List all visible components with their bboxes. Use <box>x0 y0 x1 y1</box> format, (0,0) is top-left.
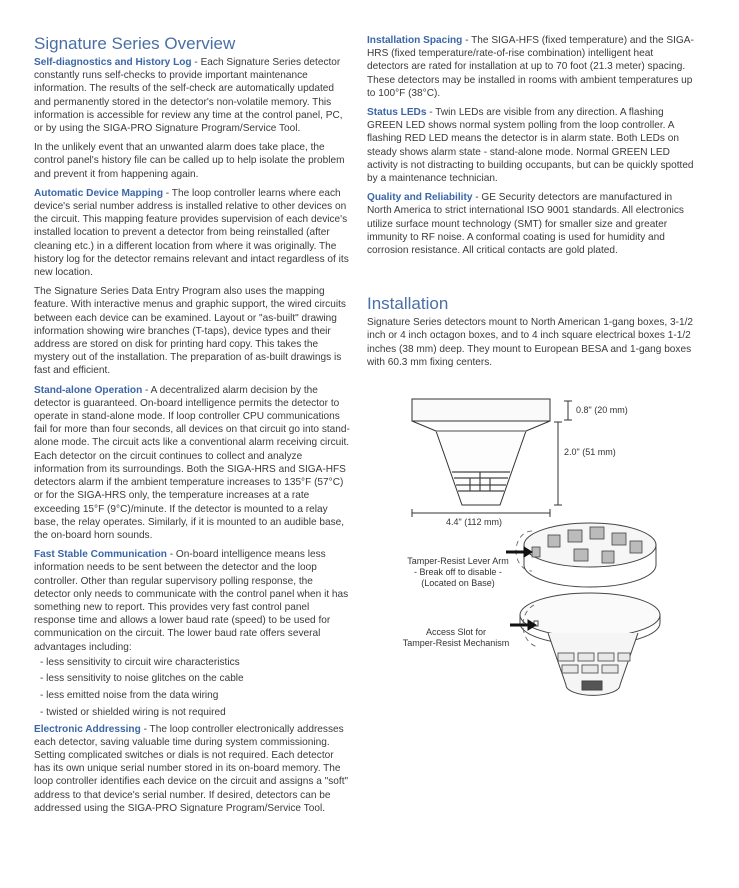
list-item: - less sensitivity to circuit wire characteristics <box>40 656 240 668</box>
dim-label-body-height: 2.0" (51 mm) <box>564 447 616 457</box>
list-item: - less emitted noise from the data wiring <box>40 690 219 702</box>
section-installation-spacing <box>367 34 697 100</box>
list-item: - less sensitivity to noise glitches on the cable <box>40 673 244 685</box>
section-body: - On-board intelligence means less information needs to be sent between the detector and the loop controller. Other than regular supervisory polling response, the detector only needs to communicate with the control panel when it has something new to report. This provides very fast control panel response time and allows a lower baud rate (speed) to be used for communication on the circuit. The lower baud rate offers several advantages including: <box>34 549 349 653</box>
callout-line: - Break off to disable - <box>414 567 502 577</box>
section-lead: Installation Spacing <box>367 35 463 46</box>
callout-access-slot <box>398 627 514 649</box>
list-item: - twisted or shielded wiring is not required <box>40 706 226 718</box>
section-lead: Self-diagnostics and History Log <box>34 57 192 68</box>
dim-label-width: 4.4" (112 mm) <box>446 517 503 527</box>
section-fast-communication <box>34 548 352 654</box>
overview-title: Signature Series Overview <box>34 34 236 53</box>
dim-label-base-height: 0.8" (20 mm) <box>576 405 628 415</box>
section-unwanted-alarm <box>34 141 352 181</box>
callout-lever-arm <box>398 556 518 589</box>
callout-line: Tamper-Resist Lever Arm <box>407 556 509 566</box>
section-body: - Each Signature Series detector constantly runs self-checks to provide important maintenance information. The results of the self-check are automatically updated and permanently stored in the detector's non-volatile memory. This information is accessible for review any time at the control panel, PC, or by using the SIGA-PRO Signature Program/Service Tool. <box>34 57 343 135</box>
section-body: - The loop controller learns where each device's serial number address is installed relative to other devices on the circuit. This mapping feature provides supervision of each device's installed location to prevent a detector from being reinstalled (after cleaning etc.) in a different location from where it was originally. The history log for the detector remains relevant and intact regardless of its new location. <box>34 187 349 279</box>
advantages-list <box>34 656 352 719</box>
section-body: - GE Security detectors are manufactured in North America to strict international ISO 9001 standards. All electronics utilize surface mount technology (SMT) for smaller size and greater immunity to RF noise. A conformal coating is used for humidity and corrosion resistance. All critical contacts are gold plated. <box>367 192 684 257</box>
section-stand-alone <box>34 384 352 542</box>
section-lead: Status LEDs <box>367 107 427 119</box>
section-electronic-addressing <box>34 723 352 815</box>
section-device-mapping <box>34 187 352 279</box>
callout-line: Tamper-Resist Mechanism <box>402 638 510 648</box>
section-lead: Electronic Addressing <box>34 723 141 735</box>
section-lead: Fast Stable Communication <box>34 549 167 561</box>
callout-line: Access Slot for <box>425 627 487 637</box>
section-body: - The loop controller electronically addresses each detector, saving valuable time during system commissioning. Setting complicated switches or dials is not required. Each detector has its own unique serial number stored in its on-board memory. The loop controller identifies each device on the circuit and assigns a "soft" address to that device's serial number. If desired, detectors can be addressed using the SIGA-PRO Signature Program/Service Tool. <box>34 723 349 814</box>
detector-side-view <box>412 399 572 517</box>
detector-figure <box>398 395 698 715</box>
section-body: - A decentralized alarm decision by the detector is guaranteed. On-board intelligence permits the detector to operate in stand-alone mode. If loop controller CPU communications fail for more than four seconds, all devices on that circuit go into stand-alone mode. The circuit acts like a conventional alarm receiving circuit. Each detector on the circuit continues to collect and analyze information from its surroundings. Both the SIGA-HRS and SIGA-HFS detectors alarm if the ambient temperature increases to 135°F (57°C) or for the SIGA-HRS only, the temperature increases at a rate exceeding 15°F (9°C)/minute. If the detector is mounted to a relay base, the relay operates. Similarly, if it is mounted to an audible base, the on-board horn sounds. <box>34 384 350 541</box>
section-self-diagnostics <box>34 56 352 135</box>
section-body: - The SIGA-HFS (fixed temperature) and the SIGA-HRS (fixed temperature/rate-of-rise combination) intelligent heat detectors are rated for installation at up to 70 foot (21.3 meter) spacing. These detectors may be installed in rooms with ambient temperatures up to 100°F (38°C). <box>367 35 694 99</box>
right-column <box>367 34 697 375</box>
section-lead: Automatic Device Mapping <box>34 187 163 199</box>
section-body: The Signature Series Data Entry Program also uses the mapping feature. With interactive menus and graphic support, the wired circuits between each device can be examined. Layout or "as-built" drawing information showing wire branches (T-taps), device types and their address are stored on disk for printing hard copy. This takes the mystery out of the installation. The preparation of as-built drawings is fast and efficient. <box>34 286 346 377</box>
section-body: - Twin LEDs are visible from any direction. A flashing GREEN LED shows normal system polling from the loop controller. A flashing RED LED means the detector is in alarm state. Both LEDs on steady shows alarm state - stand-alone mode. Normal GREEN LED activity is not distracting to building occupants, but can be quickly spotted by a maintenance technician. <box>367 107 694 185</box>
detector-base <box>524 523 656 587</box>
installation-title: Installation <box>367 294 449 314</box>
section-quality <box>367 191 697 257</box>
section-lead: Quality and Reliability <box>367 192 473 204</box>
section-lead: Stand-alone Operation <box>34 384 143 396</box>
section-data-entry <box>34 285 352 377</box>
left-column <box>34 34 352 821</box>
callout-line: (Located on Base) <box>421 578 495 588</box>
installation-body: Signature Series detectors mount to North American 1-gang boxes, 3-1/2 inch or 4 inch octagon boxes, and to 4 inch square electrical boxes 1-1/2 inches (38 mm) deep. They mount to European BESA and 1-gang boxes with 60.3 mm fixing centers. <box>367 317 693 368</box>
detector-head <box>520 593 660 695</box>
spacer <box>367 263 697 294</box>
section-status-leds <box>367 106 697 185</box>
detector-drawings <box>398 395 698 715</box>
section-body: In the unlikely event that an unwanted alarm does take place, the control panel's history file can be called up to help isolate the problem and prevent it from happening again. <box>34 142 345 180</box>
